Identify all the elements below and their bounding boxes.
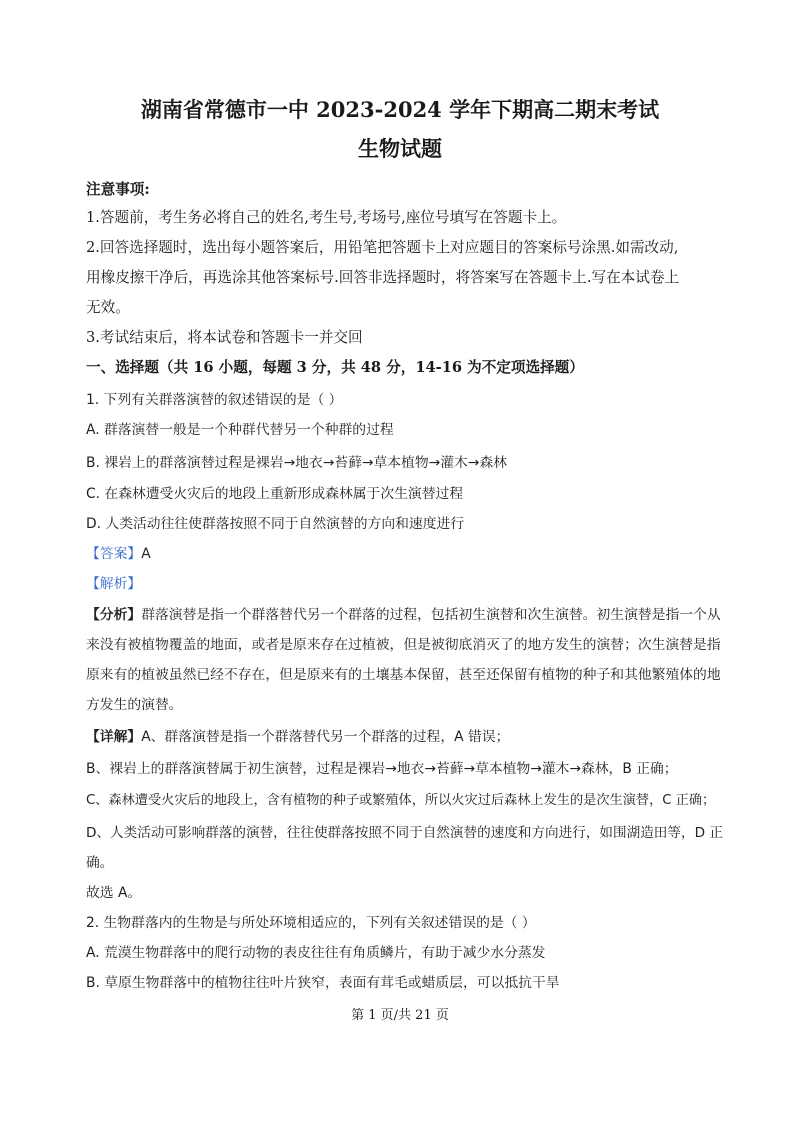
q1-option-c: C. 在森林遭受火灾后的地段上重新形成森林属于次生演替过程 — [86, 486, 464, 502]
page-number: 第 1 页/共 21 页 — [351, 1008, 449, 1023]
q1-option-a: A. 群落演替一般是一个种群代替另一个种群的过程 — [86, 422, 394, 438]
q2-stem: 2. 生物群落内的生物是与所处环境相适应的，下列有关叙述错误的是（ ） — [86, 915, 536, 931]
q2-option-a: A. 荒漠生物群落中的爬行动物的表皮往往有角质鳞片，有助于减少水分蒸发 — [86, 945, 546, 961]
note-item-2-line-2: 用橡皮擦干净后，再选涂其他答案标号.回答非选择题时，将答案写在答题卡上.写在本试卷上 — [86, 269, 680, 286]
xiangjie-line-d-1: D、人类活动可影响群落的演替，往往使群落按照不同于自然演替的速度和方向进行，如围湖造田等，D 正 — [86, 825, 723, 841]
q1-conclusion: 故选 A。 — [86, 885, 142, 901]
xiangjie-line-c: C、森林遭受火灾后的地段上，含有植物的种子或繁殖体，所以火灾过后森林上发生的是次生演替，C 正确； — [86, 793, 716, 808]
q1-option-d: D. 人类活动往往使群落按照不同于自然演替的方向和速度进行 — [86, 516, 465, 532]
xiangjie-text-a: A、群落演替是指一个群落替代另一个群落的过程，A 错误； — [141, 729, 510, 745]
exam-title: 湖南省常德市一中 2023-2024 学年下期高二期末考试 — [140, 97, 660, 122]
q2-option-b: B. 草原生物群落中的植物往往叶片狭窄，表面有茸毛或蜡质层，可以抵抗干旱 — [86, 975, 560, 991]
fenxi-line-3: 原来有的植被虽然已经不存在，但是原来有的土壤基本保留，甚至还保留有植物的种子和其他繁殖体的地 — [86, 667, 721, 683]
fenxi-text-1: 群落演替是指一个群落替代另一个群落的过程，包括初生演替和次生演替。初生演替是指一个从 — [141, 607, 721, 623]
note-item-2-line-1: 2.回答选择题时，选出每小题答案后，用铅笔把答题卡上对应题目的答案标号涂黑.如需改动, — [86, 239, 679, 256]
fenxi-label: 【分析】 — [86, 607, 142, 623]
note-item-1: 1.答题前，考生务必将自己的姓名,考生号,考场号,座位号填写在答题卡上。 — [86, 209, 567, 226]
answer-label: 【答案】 — [86, 546, 142, 562]
analysis-label: 【解析】 — [86, 576, 142, 592]
exam-subtitle: 生物试题 — [358, 136, 442, 161]
section-heading: 一、选择题（共 16 小题，每题 3 分，共 48 分，14-16 为不定项选择题） — [86, 359, 584, 376]
q1-stem: 1. 下列有关群落演替的叙述错误的是（ ） — [86, 392, 343, 408]
note-item-3: 3.考试结束后，将本试卷和答题卡一并交回 — [86, 329, 363, 346]
notes-heading: 注意事项: — [86, 181, 150, 198]
answer-value: A — [141, 546, 151, 562]
q1-option-b: B. 裸岩上的群落演替过程是裸岩→地衣→苔藓→草本植物→灌木→森林 — [86, 455, 507, 471]
xiangjie-line-b: B、裸岩上的群落演替属于初生演替，过程是裸岩→地衣→苔藓→草本植物→灌木→森林，B 正确； — [86, 761, 678, 777]
note-item-2-line-3: 无效。 — [86, 299, 130, 316]
q1-answer — [86, 542, 151, 562]
xiangjie-label: 【详解】 — [86, 729, 142, 745]
fenxi-line-1 — [86, 603, 721, 623]
xiangjie-line-a — [86, 725, 509, 745]
fenxi-line-2: 来没有被植物覆盖的地面，或者是原来存在过植被，但是被彻底消灭了的地方发生的演替；次生演替是指 — [86, 637, 721, 653]
xiangjie-line-d-2: 确。 — [86, 855, 114, 871]
fenxi-line-4: 方发生的演替。 — [86, 697, 183, 713]
